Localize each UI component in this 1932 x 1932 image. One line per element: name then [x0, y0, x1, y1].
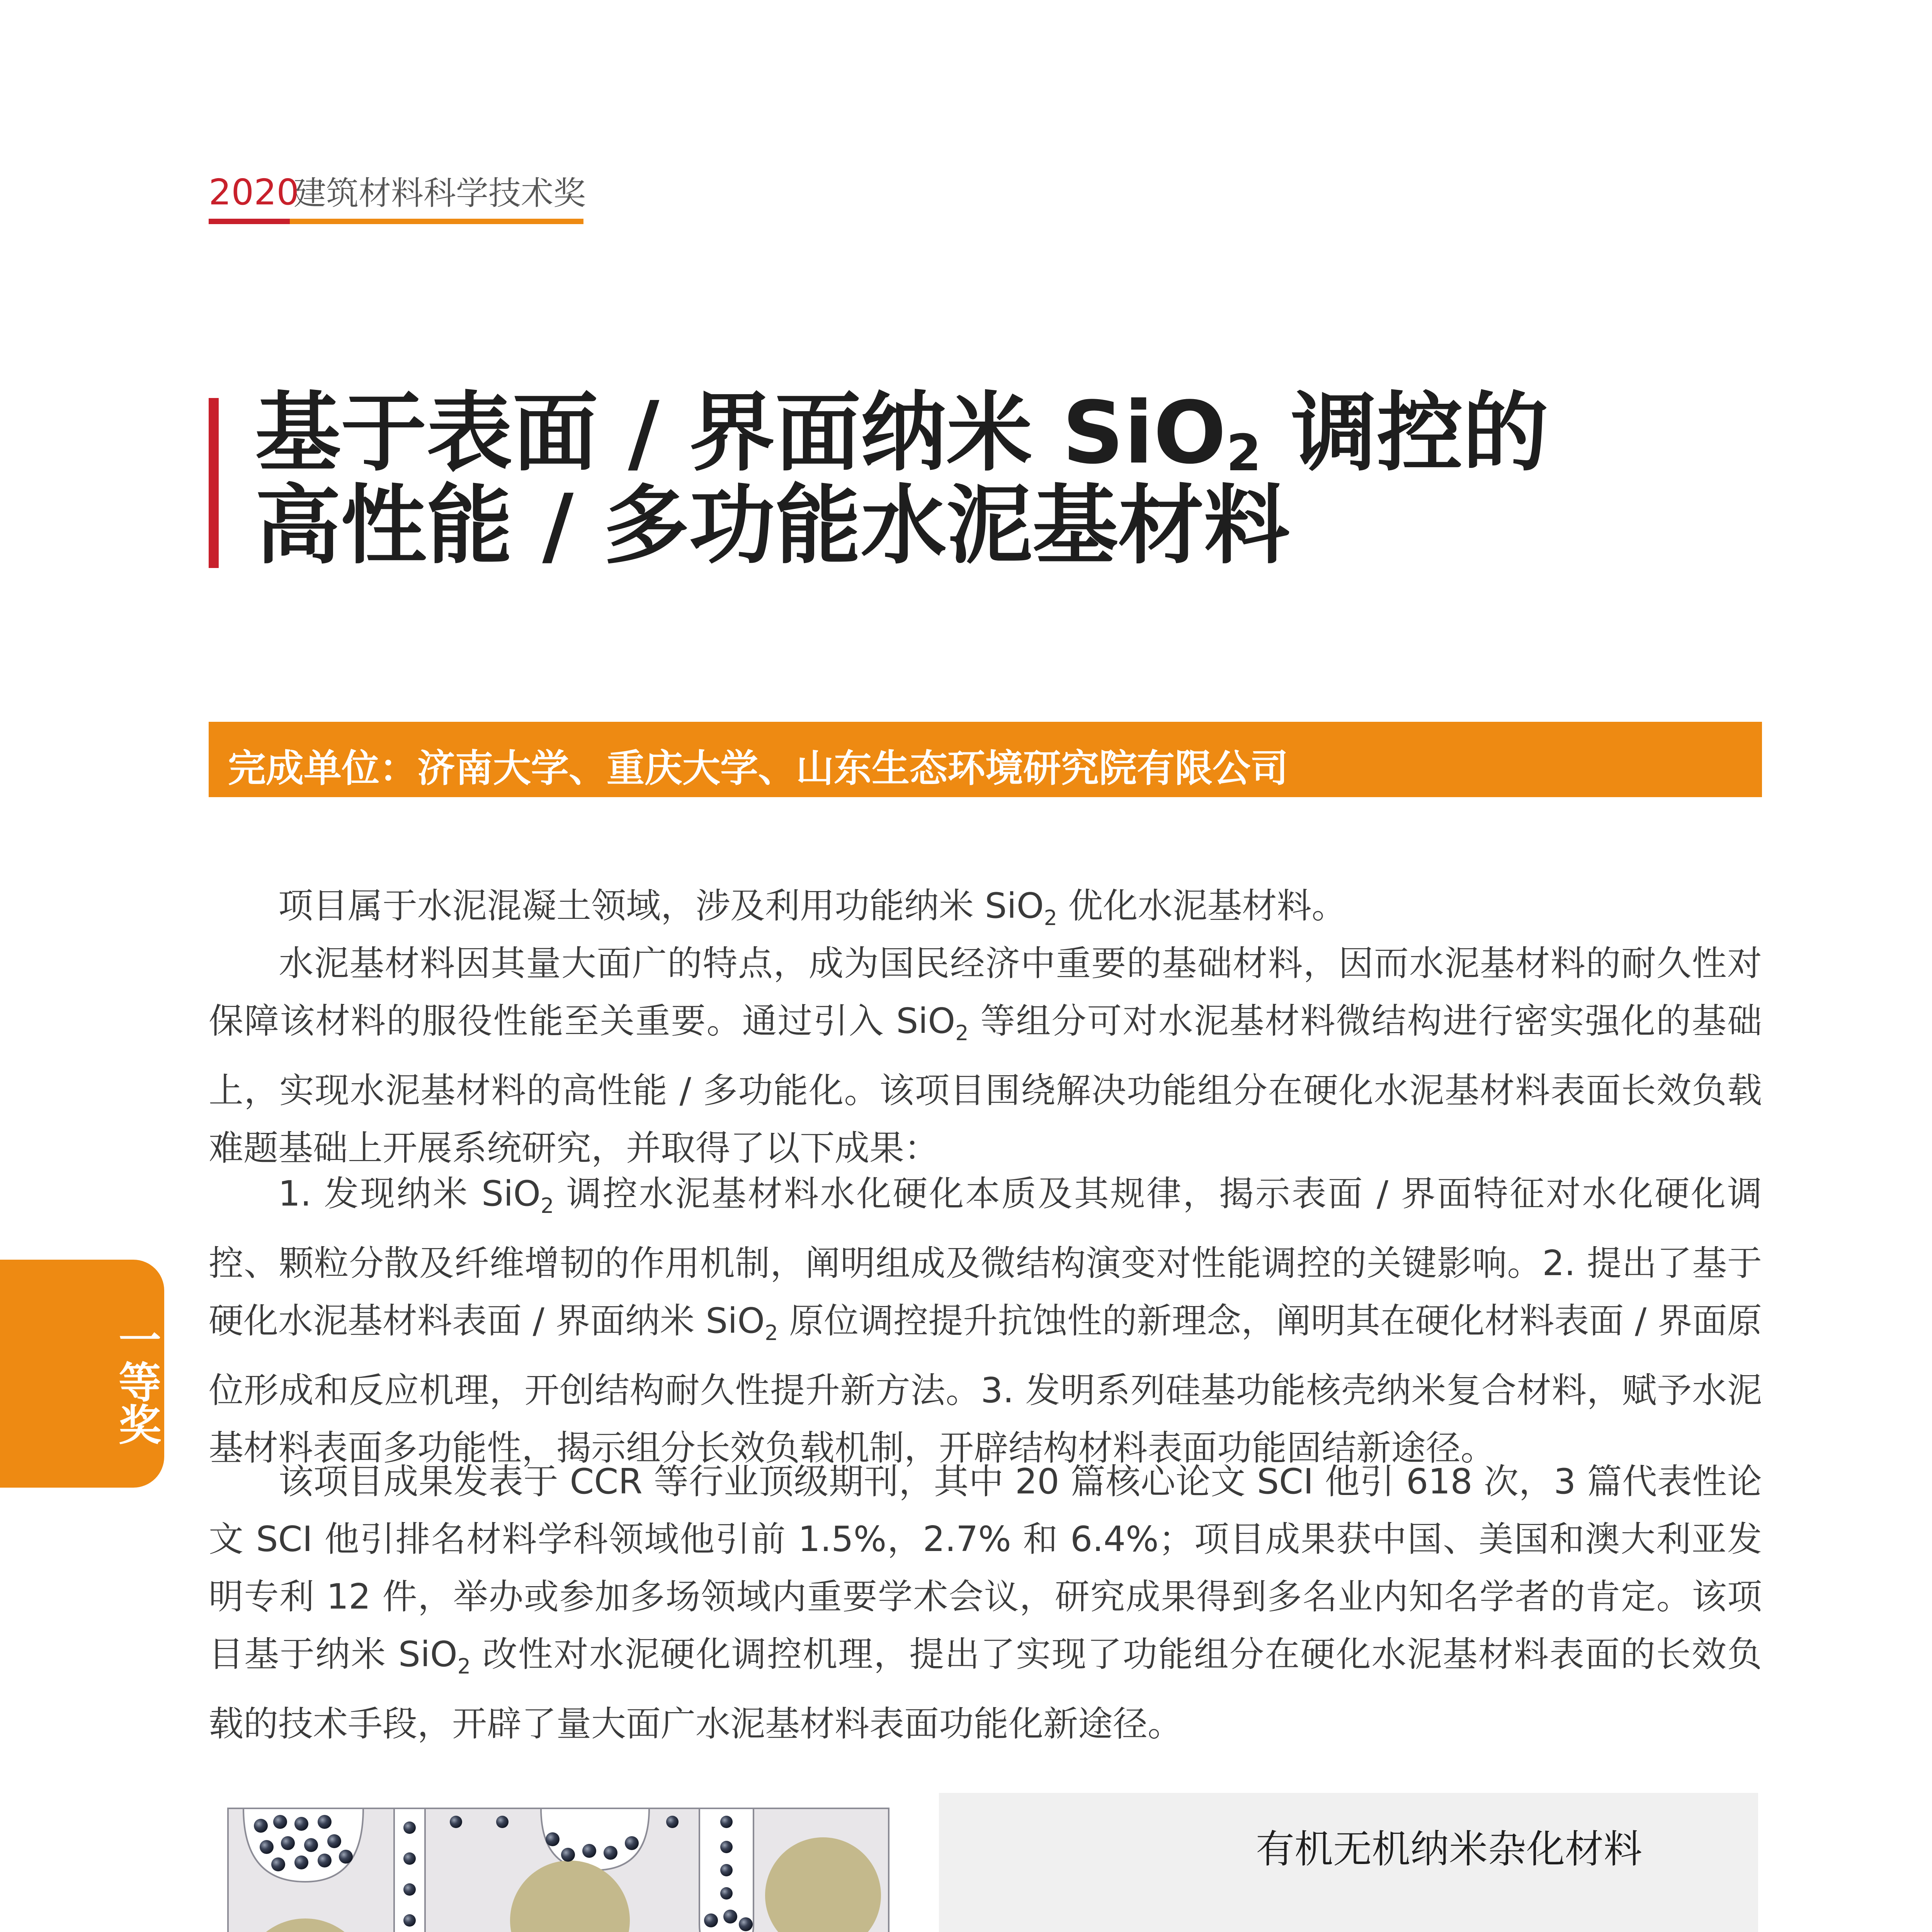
figure-magnetic-composite: [209, 1793, 935, 1932]
header-title: 建筑材料科学技术奖: [294, 174, 586, 212]
subscript: 2: [457, 1654, 471, 1679]
header-rule-red: [209, 219, 290, 224]
subscript: 2: [1044, 906, 1057, 930]
award-side-tab-label: 一等奖: [112, 1318, 161, 1445]
paragraph-2: [209, 935, 1762, 1177]
text-run: 优化水泥基材料。: [1057, 886, 1347, 926]
hybrid-material-label: 有机无机纳米杂化材料: [1256, 1827, 1642, 1872]
page-title-line-2: 高性能 / 多功能水泥基材料: [255, 476, 1290, 576]
text-run: 1. 发现纳米 SiO: [278, 1173, 541, 1214]
subscript: 2: [955, 1021, 969, 1045]
paragraph-4: [209, 1453, 1762, 1753]
header-year: 2020: [209, 172, 299, 213]
title-subscript: 2: [1226, 423, 1262, 482]
text-run: 该项目成果发表于 CCR 等行业顶级期刊，其中 20 篇核心论文 SCI 他引 618 次，3 篇代表性论文 SCI 他引排名材料学科领域他引前 1.5%，2.7% 和 6.4%；项目成果获中国、美国和澳大利亚发明专利 12 件，举办或参加多场领域内重要学术会议，研究成果得到多名业内知名学者的肯定。该项目基于纳米 SiO: [209, 1461, 1762, 1675]
unit-banner-text: 完成单位：济南大学、重庆大学、山东生态环境研究院有限公司: [228, 747, 1289, 791]
text-run: 水泥基材料因其量大面广的特点，成为国民经济中重要的基础材料，因而水泥基材料的耐久性对保障该材料的服役性能至关重要。通过引入 SiO: [209, 943, 1762, 1041]
text-run: 原位调控提升抗蚀性的新理念，阐明其在硬化材料表面 / 界面原位形成和反应机理，开创结构耐久性提升新方法。3. 发明系列硅基功能核壳纳米复合材料，赋予水泥基材料表面多功能性，揭示组分长效负载机制，开辟结构材料表面功能固结新途径。: [209, 1301, 1762, 1468]
title-accent-bar: [209, 398, 219, 568]
header-rule-orange: [290, 219, 583, 224]
paragraph-3: [209, 1165, 1762, 1477]
text-run: 改性对水泥硬化调控机理，提出了实现了功能组分在硬化水泥基材料表面的长效负载的技术手段，开辟了量大面广水泥基材料表面功能化新途径。: [209, 1634, 1762, 1744]
figure-superhydrophobic: [939, 1793, 1758, 1932]
subscript: 2: [541, 1194, 554, 1218]
text-run: 等组分可对水泥基材料微结构进行密实强化的基础上，实现水泥基材料的高性能 / 多功能化。该项目围绕解决功能组分在硬化水泥基材料表面长效负载难题基础上开展系统研究，并取得了以下成果：: [209, 1001, 1762, 1168]
title-part: 基于表面 / 界面纳米 SiO: [255, 383, 1226, 483]
text-run: 调控水泥基材料水化硬化本质及其规律，揭示表面 / 界面特征对水化硬化调控、颗粒分散及纤维增韧的作用机制，阐明组成及微结构演变对性能调控的关键影响。2. 提出了基于硬化水泥基材料表面 / 界面纳米 SiO: [209, 1173, 1762, 1341]
subscript: 2: [765, 1321, 778, 1345]
title-part: 调控的: [1261, 383, 1549, 483]
page-title-line-1: [255, 383, 1549, 483]
text-run: 项目属于水泥混凝土领域，涉及利用功能纳米 SiO: [278, 886, 1044, 926]
